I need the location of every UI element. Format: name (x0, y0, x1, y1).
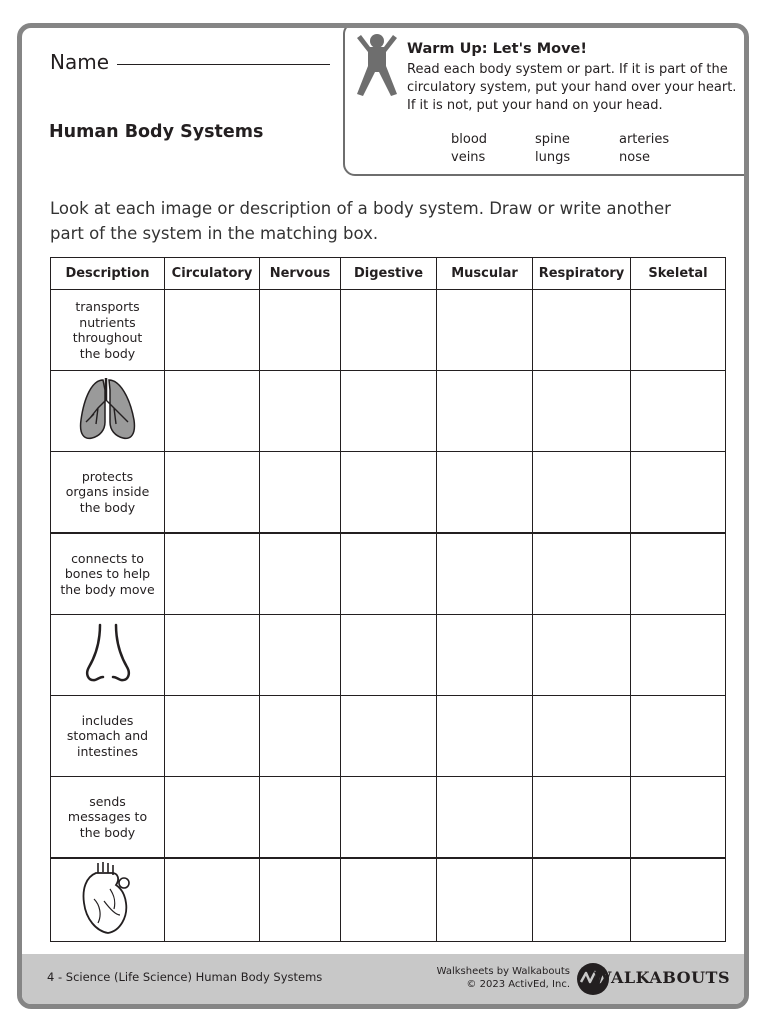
description-text: protects organs inside the body (65, 468, 150, 515)
heart-icon (80, 859, 136, 937)
row-description (51, 371, 165, 452)
header-respiratory: Respiratory (533, 258, 631, 290)
answer-cell[interactable] (631, 290, 726, 371)
answer-cell[interactable] (631, 777, 726, 859)
answer-cell[interactable] (165, 371, 260, 452)
answer-cell[interactable] (260, 777, 341, 859)
answer-cell[interactable] (260, 696, 341, 777)
word-nose: nose (619, 150, 650, 165)
word-blood: blood (451, 132, 488, 147)
answer-cell[interactable] (533, 615, 631, 696)
footer-brand: WALKABOUTS (593, 968, 730, 987)
answer-cell[interactable] (260, 615, 341, 696)
word-spine: spine (535, 132, 570, 147)
row-description (51, 452, 165, 534)
description-text: includes stomach and intestines (66, 712, 149, 759)
name-write-line (117, 64, 330, 65)
answer-cell[interactable] (631, 452, 726, 534)
row-description (51, 777, 165, 859)
answer-cell[interactable] (260, 533, 341, 615)
answer-cell[interactable] (437, 371, 533, 452)
warmup-text: Read each body system or part. If it is part of the circulatory system, put your hand over your heart. If it is not, put your hand on your head. (407, 62, 737, 113)
answer-cell[interactable] (631, 533, 726, 615)
name-label: Name (50, 50, 110, 74)
credit-line-1: Walksheets by Walkabouts (436, 966, 570, 977)
answer-cell[interactable] (260, 290, 341, 371)
header-digestive: Digestive (341, 258, 437, 290)
answer-cell[interactable] (341, 777, 437, 859)
answer-cell[interactable] (631, 371, 726, 452)
header-nervous: Nervous (260, 258, 341, 290)
row-description (51, 533, 165, 615)
header-description: Description (51, 258, 165, 290)
answer-cell[interactable] (165, 777, 260, 859)
worksheet-title: Human Body Systems (49, 122, 264, 142)
lungs-icon (76, 374, 140, 444)
word-lungs: lungs (535, 150, 571, 165)
table-row (51, 858, 726, 941)
answer-cell[interactable] (341, 371, 437, 452)
answer-cell[interactable] (437, 696, 533, 777)
answer-cell[interactable] (533, 858, 631, 941)
warmup-box (343, 23, 749, 176)
row-description (51, 696, 165, 777)
answer-cell[interactable] (533, 777, 631, 859)
table-row (51, 615, 726, 696)
description-text: sends messages to the body (67, 793, 148, 840)
answer-cell[interactable] (437, 452, 533, 534)
answer-cell[interactable] (341, 290, 437, 371)
description-text: transports nutrients throughout the body (72, 299, 143, 361)
table-header-row (51, 258, 726, 290)
answer-cell[interactable] (260, 858, 341, 941)
answer-cell[interactable] (533, 290, 631, 371)
row-description (51, 858, 165, 941)
answer-cell[interactable] (260, 452, 341, 534)
answer-cell[interactable] (260, 371, 341, 452)
answer-cell[interactable] (437, 533, 533, 615)
table-row (51, 452, 726, 534)
answer-cell[interactable] (165, 452, 260, 534)
answer-cell[interactable] (437, 290, 533, 371)
answer-cell[interactable] (533, 452, 631, 534)
nose-icon (83, 621, 133, 685)
answer-cell[interactable] (165, 858, 260, 941)
body-systems-table (50, 257, 726, 942)
word-veins: veins (451, 150, 486, 165)
answer-cell[interactable] (165, 615, 260, 696)
instructions: Look at each image or description of a body system. Draw or write another part of the system in the matching box. (50, 199, 671, 243)
row-description (51, 615, 165, 696)
description-text: connects to bones to help the body move (60, 550, 155, 597)
header-skeletal: Skeletal (631, 258, 726, 290)
answer-cell[interactable] (631, 858, 726, 941)
header-circulatory: Circulatory (165, 258, 260, 290)
answer-cell[interactable] (437, 858, 533, 941)
footer-credit (437, 965, 570, 991)
credit-line-2: © 2023 ActivEd, Inc. (466, 979, 570, 990)
answer-cell[interactable] (341, 452, 437, 534)
table-row (51, 696, 726, 777)
row-description (51, 290, 165, 371)
answer-cell[interactable] (341, 858, 437, 941)
answer-cell[interactable] (165, 696, 260, 777)
table-row (51, 290, 726, 371)
answer-cell[interactable] (437, 777, 533, 859)
answer-cell[interactable] (631, 696, 726, 777)
footer-page-label: 4 - Science (Life Science) Human Body Systems (47, 970, 323, 984)
answer-cell[interactable] (165, 290, 260, 371)
footer-bar (22, 954, 744, 1004)
answer-cell[interactable] (631, 615, 726, 696)
header-muscular: Muscular (437, 258, 533, 290)
word-arteries: arteries (619, 132, 670, 147)
answer-cell[interactable] (437, 615, 533, 696)
answer-cell[interactable] (533, 696, 631, 777)
worksheet-frame (17, 23, 749, 1009)
answer-cell[interactable] (341, 533, 437, 615)
warmup-title: Warm Up: Let's Move! (407, 41, 587, 57)
jumping-figure-icon (353, 32, 401, 100)
answer-cell[interactable] (341, 615, 437, 696)
answer-cell[interactable] (533, 533, 631, 615)
table-row (51, 371, 726, 452)
table-row (51, 533, 726, 615)
answer-cell[interactable] (165, 533, 260, 615)
answer-cell[interactable] (341, 696, 437, 777)
table-row (51, 777, 726, 859)
answer-cell[interactable] (533, 371, 631, 452)
